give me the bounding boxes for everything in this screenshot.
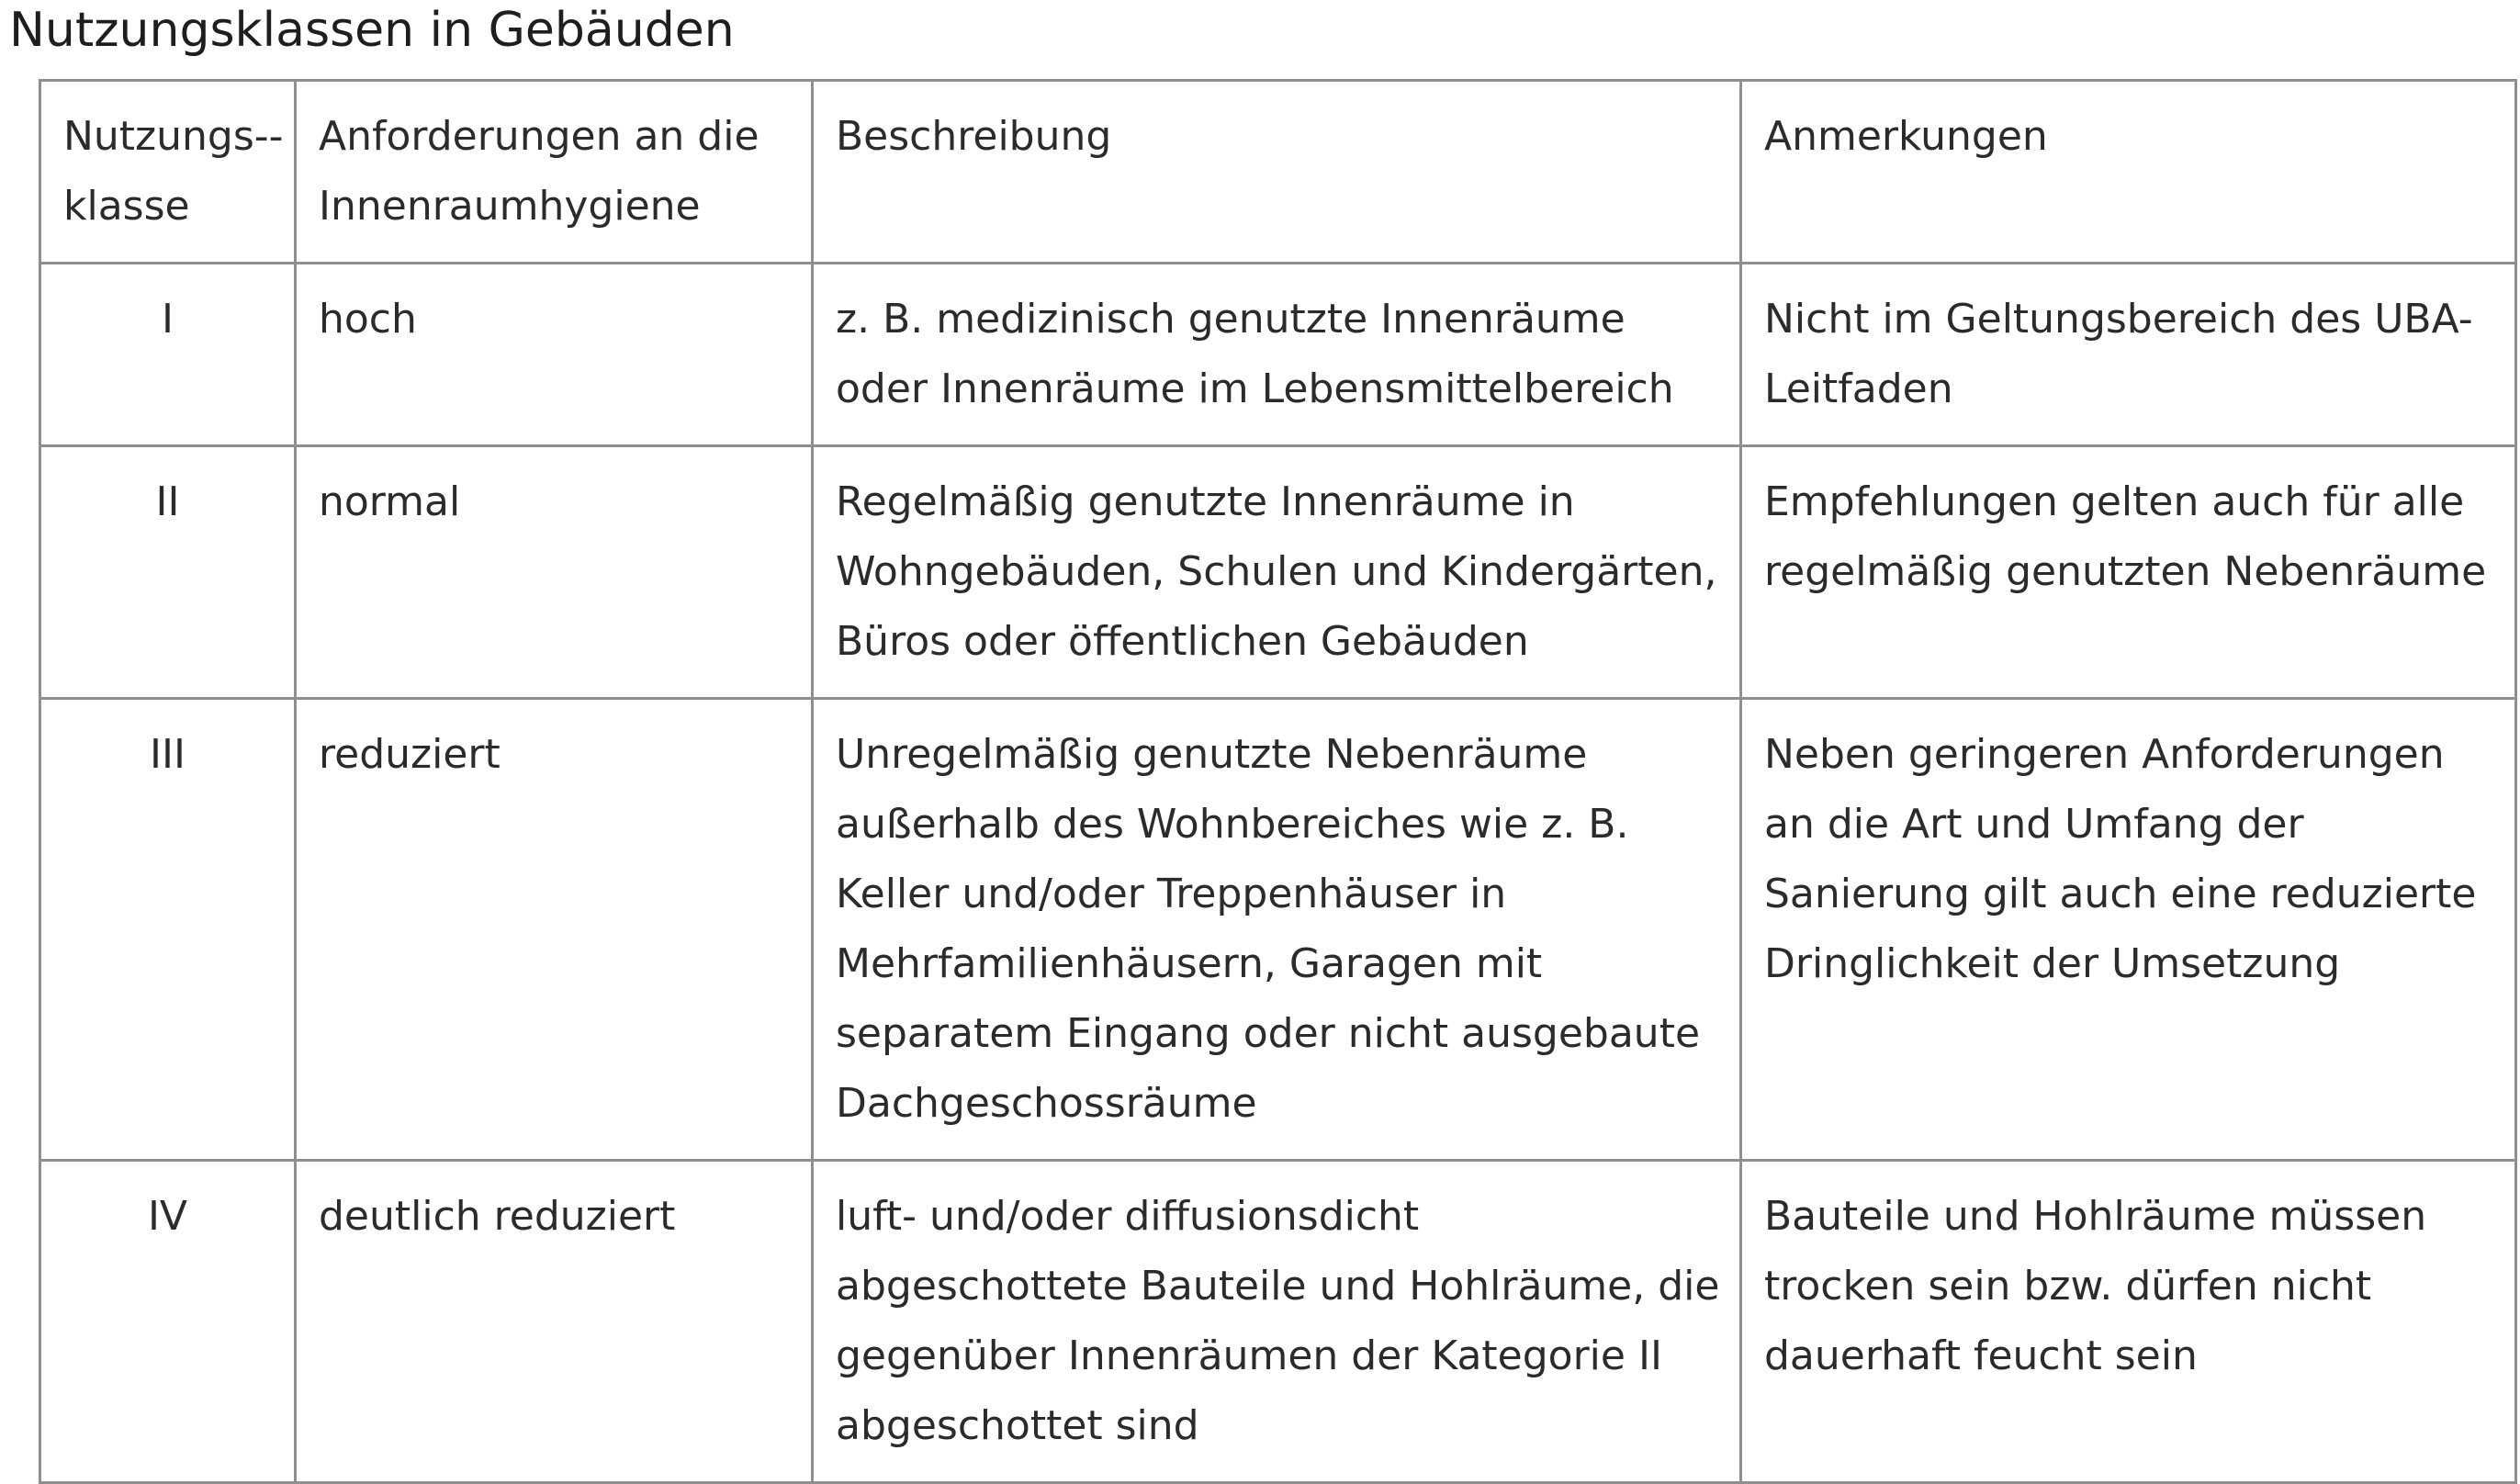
cell-klasse: III (40, 699, 296, 1161)
cell-beschreibung: luft- und/oder diffusionsdicht abgeschottete Bauteile und Hohlräume, die gegenüber Innenräumen der Kategorie II abgeschottet sind (813, 1161, 1741, 1483)
usage-classes-table (39, 79, 2517, 1484)
column-header-nutzungsklasse: Nutzungs-klasse (40, 81, 296, 264)
table-row (40, 264, 2516, 446)
cell-beschreibung: Regelmäßig genutzte Innenräume in Wohngebäuden, Schulen und Kindergärten, Büros oder öffentlichen Gebäuden (813, 446, 1741, 699)
table-header-row (40, 81, 2516, 264)
page-title: Nutzungsklassen in Gebäuden (9, 3, 735, 58)
table-row (40, 1161, 2516, 1483)
cell-anmerkung: Nicht im Geltungsbereich des UBA-Leitfaden (1741, 264, 2516, 446)
column-header-anforderungen: Anforderungen an die Innenraumhygiene (296, 81, 813, 264)
cell-beschreibung: Unregelmäßig genutzte Nebenräume außerhalb des Wohnbereiches wie z. B. Keller und/oder Treppenhäuser in Mehrfamilienhäusern, Garagen mit separatem Eingang oder nicht ausgebaute Dachgeschossräume (813, 699, 1741, 1161)
cell-anmerkung: Neben geringeren Anforderungen an die Art und Umfang der Sanierung gilt auch eine reduzierte Dringlichkeit der Umsetzung (1741, 699, 2516, 1161)
cell-anmerkung: Empfehlungen gelten auch für alle regelmäßig genutzten Nebenräume (1741, 446, 2516, 699)
cell-anmerkung: Bauteile und Hohlräume müssen trocken sein bzw. dürfen nicht dauerhaft feucht sein (1741, 1161, 2516, 1483)
cell-anforderung: deutlich reduziert (296, 1161, 813, 1483)
column-header-beschreibung: Beschreibung (813, 81, 1741, 264)
table-row (40, 699, 2516, 1161)
column-header-anmerkungen: Anmerkungen (1741, 81, 2516, 264)
cell-klasse: IV (40, 1161, 296, 1483)
cell-klasse: I (40, 264, 296, 446)
table-row (40, 446, 2516, 699)
cell-anforderung: normal (296, 446, 813, 699)
cell-anforderung: hoch (296, 264, 813, 446)
cell-beschreibung: z. B. medizinisch genutzte Innenräume oder Innenräume im Lebensmittelbereich (813, 264, 1741, 446)
cell-anforderung: reduziert (296, 699, 813, 1161)
cell-klasse: II (40, 446, 296, 699)
